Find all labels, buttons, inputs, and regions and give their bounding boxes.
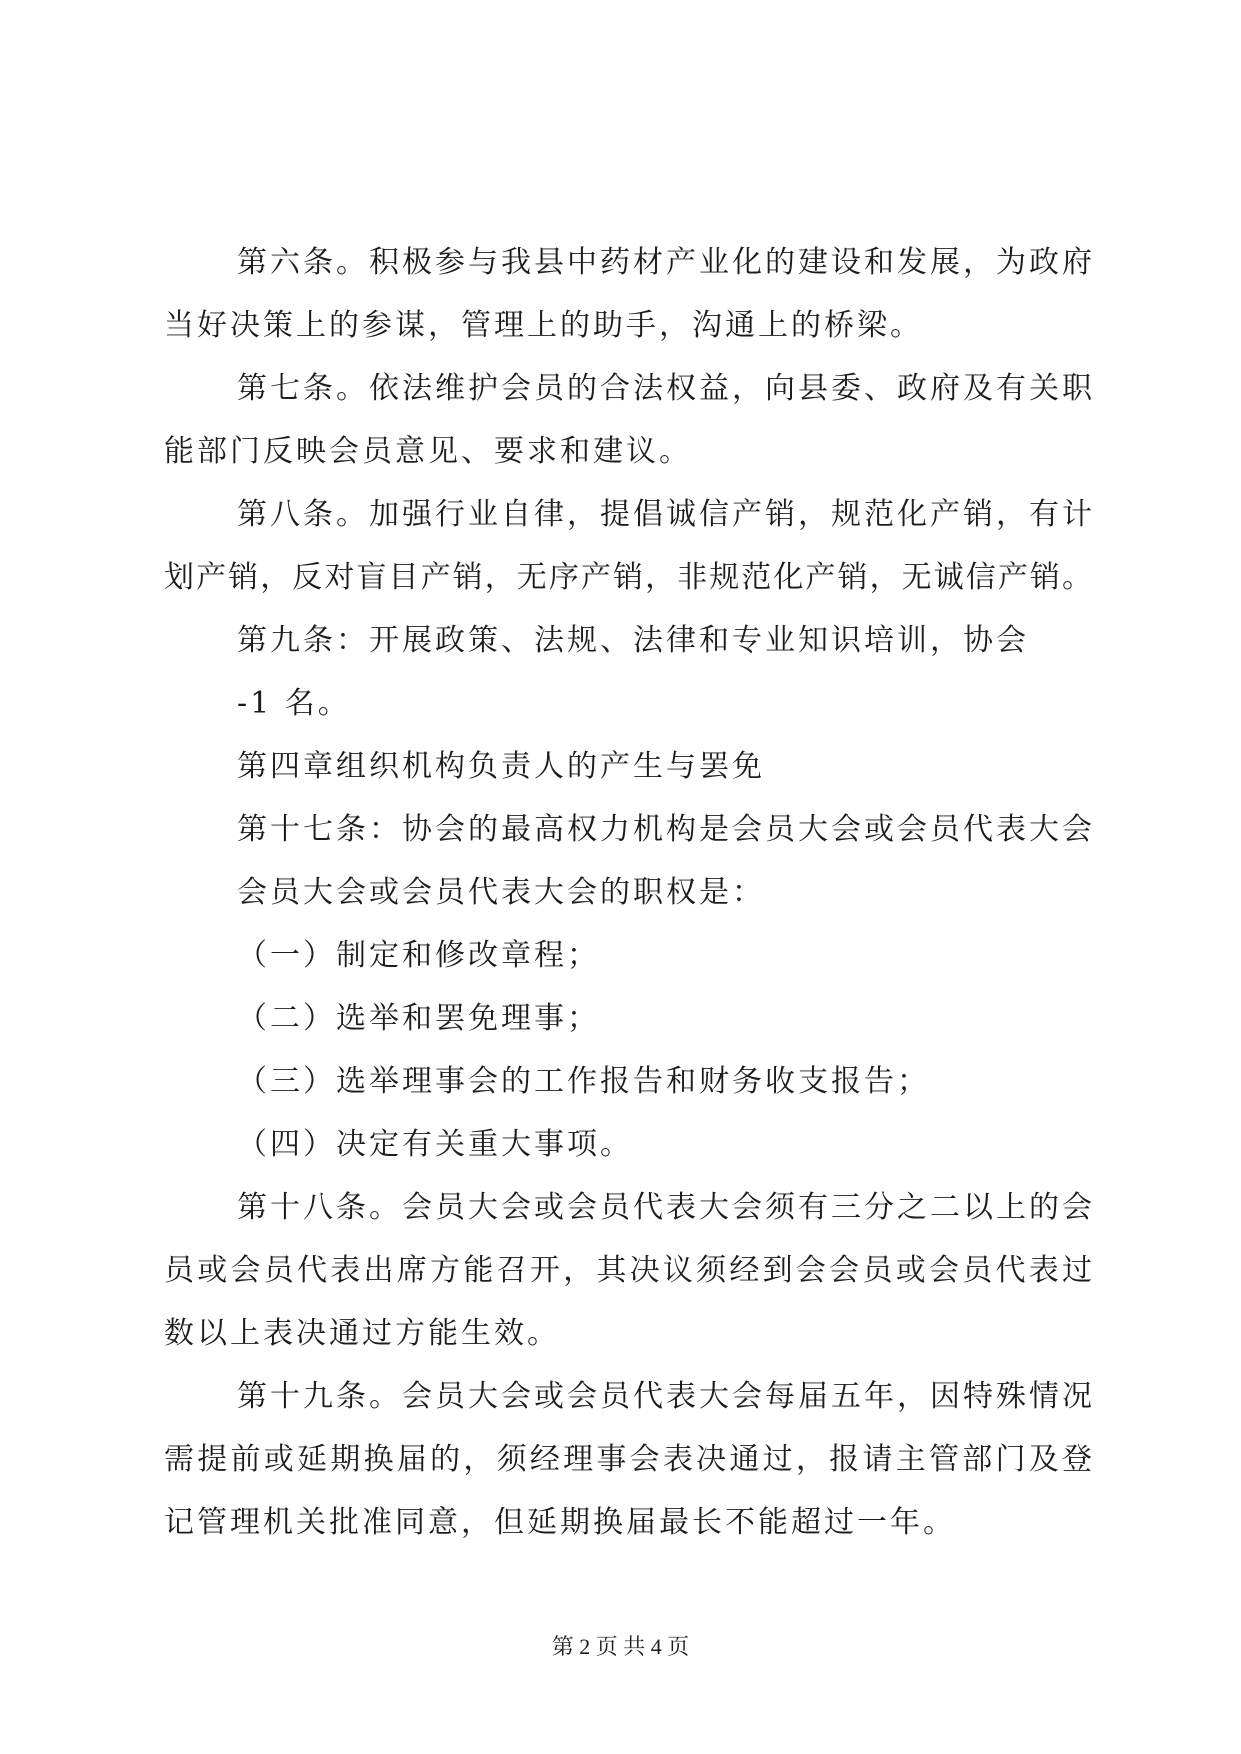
list-item (164, 1050, 1092, 1113)
article-6-line (164, 294, 1092, 357)
article-19-paragraph (164, 1365, 1096, 1554)
article-17-line (164, 798, 1095, 861)
article-19-line (164, 1491, 1092, 1554)
article-7-line-text: 能部门反映会员意见、要求和建议。 (164, 434, 692, 469)
list-item-text: （一）制定和修改章程； (237, 938, 600, 973)
article-18-line-text: 第十八条。会员大会或会员代表大会须有三分之二以上的会 (237, 1190, 1095, 1225)
article-18-line (164, 1176, 1095, 1239)
article-19-line (164, 1365, 1095, 1428)
article-7-line-text: 第七条。依法维护会员的合法权益，向县委、政府及有关职 (237, 371, 1095, 406)
list-item-text: （三）选举理事会的工作报告和财务收支报告； (237, 1064, 930, 1099)
chapter-4-heading-line (164, 735, 1092, 798)
article-19-line-text: 需提前或延期换届的，须经理事会表决通过，报请主管部门及登 (164, 1442, 1096, 1477)
list-item (164, 1113, 1092, 1176)
article-6-line-text: 第六条。积极参与我县中药材产业化的建设和发展，为政府 (237, 245, 1095, 280)
list-item (164, 924, 1092, 987)
article-8-paragraph (164, 483, 1095, 609)
assembly-powers-section (164, 861, 1092, 1176)
article-17-paragraph (164, 798, 1095, 861)
document-body (164, 231, 1096, 1554)
article-8-line-text: 划产销，反对盲目产销，无序产销，非规范化产销，无诚信产销。 (164, 560, 1095, 595)
article-6-paragraph (164, 231, 1095, 357)
article-18-line-text: 数以上表决通过方能生效。 (164, 1316, 560, 1351)
article-19-line-text: 记管理机关批准同意，但延期换届最长不能超过一年。 (164, 1505, 956, 1540)
assembly-powers-intro (164, 861, 1092, 924)
article-17-line-text: 第十七条：协会的最高权力机构是会员大会或会员代表大会 (237, 812, 1095, 847)
article-6-line (164, 231, 1095, 294)
chapter-4-heading-text: 第四章组织机构负责人的产生与罢免 (237, 749, 765, 784)
fragment-paragraph (164, 672, 1092, 735)
article-18-line-text: 员或会员代表出席方能召开，其决议须经到会会员或会员代表过 (164, 1253, 1096, 1288)
list-item-text: （二）选举和罢免理事； (237, 1001, 600, 1036)
article-8-line (164, 483, 1095, 546)
article-19-line (164, 1428, 1096, 1491)
page-number-footer: 第 2 页 共 4 页 (551, 1634, 690, 1659)
article-18-paragraph (164, 1176, 1096, 1365)
fragment-line-text: -1 名。 (237, 686, 351, 721)
article-9-line (164, 609, 1092, 672)
article-8-line (164, 546, 1095, 609)
article-7-line (164, 357, 1095, 420)
article-18-line (164, 1302, 1092, 1365)
article-6-line-text: 当好决策上的参谋，管理上的助手，沟通上的桥梁。 (164, 308, 923, 343)
article-19-line-text: 第十九条。会员大会或会员代表大会每届五年，因特殊情况 (237, 1379, 1095, 1414)
article-8-line-text: 第八条。加强行业自律，提倡诚信产销，规范化产销，有计 (237, 497, 1095, 532)
article-9-paragraph (164, 609, 1092, 672)
article-18-line (164, 1239, 1096, 1302)
article-9-line-text: 第九条：开展政策、法规、法律和专业知识培训，协会 (237, 623, 1029, 658)
article-7-paragraph (164, 357, 1095, 483)
list-item-text: （四）决定有关重大事项。 (237, 1127, 633, 1162)
assembly-powers-intro-text: 会员大会或会员代表大会的职权是： (237, 875, 765, 910)
list-item (164, 987, 1092, 1050)
article-7-line (164, 420, 1092, 483)
fragment-line (164, 672, 1092, 735)
chapter-heading (164, 735, 1092, 798)
